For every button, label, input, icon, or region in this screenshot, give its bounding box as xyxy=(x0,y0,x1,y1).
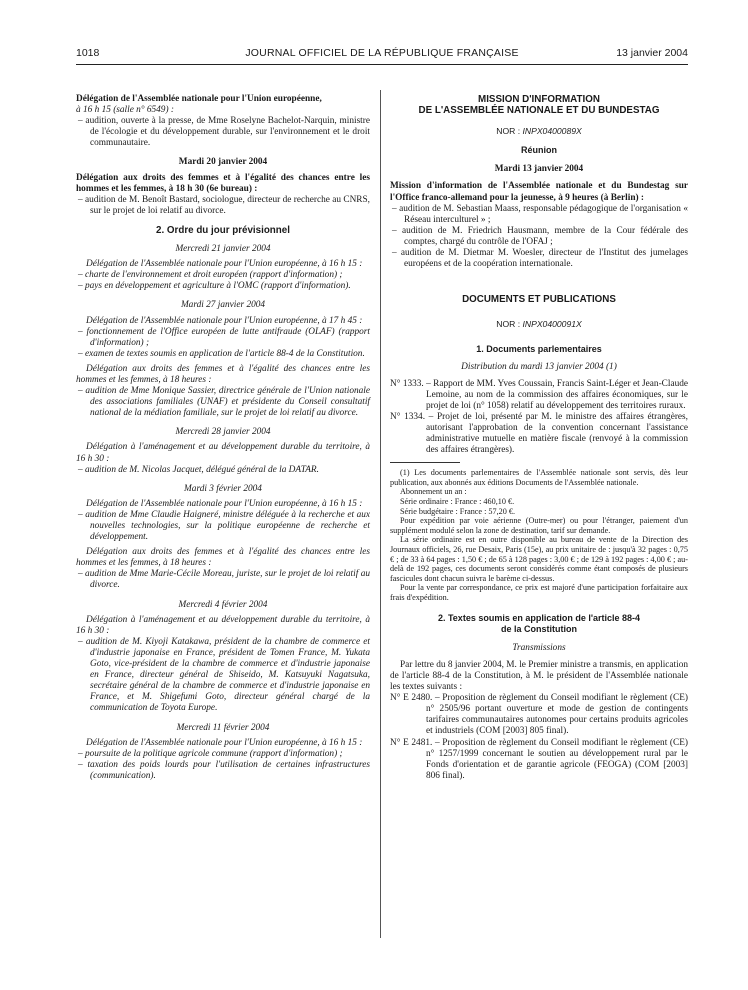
transmissions-intro: Par lettre du 8 janvier 2004, M. le Premier ministre a transmis, en application de l'article 88-4 de la Constitution, à M. le président de l'Assemblée nationale les textes suivants : xyxy=(390,659,688,693)
mission-intro: Mission d'information de l'Assemblée nationale et du Bundestag sur l'Office franco-allemand pour la jeunesse, à 9 heures (à Berlin) : xyxy=(390,181,688,203)
session-intro: Délégation de l'Assemblée nationale pour l'Union européenne, à 16 h 15 : xyxy=(86,259,363,270)
left-column xyxy=(76,94,370,782)
documents-section-heading: 1. Documents parlementaires xyxy=(476,344,602,355)
footnote-text: La série ordinaire est en outre disponible au bureau de vente de la Direction des Journaux officiels, 26, rue Desaix, Paris (15e), au prix unitaire de : jusqu'à 32 pages : 0,75 € ; de 33 à 64 pages : 1,50 € ; de 65 à 128 pages : 3,00 € ; de 129 à 192 pages : 4,00 € ; au-delà de 192 pages, ces documents seront considérés comme étant composés de plusieurs fascicules dont chacun suivra le barème ci-dessus. xyxy=(390,535,688,583)
day-heading: Mardi 20 janvier 2004 xyxy=(178,157,268,168)
day-heading: Mercredi 28 janvier 2004 xyxy=(175,427,271,438)
block1-time: à 16 h 15 (salle n° 6549) : xyxy=(76,105,174,116)
day-heading: Mercredi 21 janvier 2004 xyxy=(175,244,271,255)
agenda-item: – audition de M. Kiyoji Katakawa, président de la chambre de commerce et d'industrie japonaise en France, président de Tomen France, M. Yukata Goto, vice-président de la chambre de commerce et d'industrie japonaise en France, directeur général de Shiseido, M. Katsuyuki Nagatsuka, secrétaire général de la chambre de commerce et d'industrie japonaise en France, et M. Shigefumi Goto, directeur général chargé de la communication de Toyota Europe. xyxy=(78,636,370,714)
distribution-line: Distribution du mardi 13 janvier 2004 (1) xyxy=(461,361,617,372)
textes-section-heading: 2. Textes soumis en application de l'article 88-4 xyxy=(437,612,641,623)
header-rule xyxy=(76,64,688,65)
agenda-item: – audition de M. Friedrich Hausmann, membre de la Cour fédérale des comptes, chargé du contrôle de l'OFAJ ; xyxy=(392,225,688,247)
mission-title-line2: DE L'ASSEMBLÉE NATIONALE ET DU BUNDESTAG xyxy=(418,105,660,117)
document-entry: N° E 2481. – Proposition de règlement du Conseil modifiant le règlement (CE) n° 1257/1999 concernant le soutien au développement rural par le Fonds d'orientation et de garantie agricole (FEOGA) (COM [2003] 806 final). xyxy=(390,737,688,781)
document-entry: N° 1333. – Rapport de MM. Yves Coussain, Francis Saint-Léger et Jean-Claude Lemoine, au nom de la commission des affaires économiques, sur le projet de loi (n° 1058) relatif au développement des territoires ruraux. xyxy=(390,378,688,411)
documents-title: DOCUMENTS ET PUBLICATIONS xyxy=(462,294,616,306)
block2-title: Délégation aux droits des femmes et à l'égalité des chances entre les hommes et les femmes, à 18 h 30 (6e bureau) : xyxy=(76,172,370,194)
footnote: (1) Les documents parlementaires de l'Assemblée nationale sont servis, dès leur publication, aux abonnés aux éditions Documents de l'Assemblée nationale. xyxy=(390,468,688,487)
right-column xyxy=(390,94,688,782)
column-divider xyxy=(380,90,381,938)
agenda-item: – pays en développement et agriculture à l'OMC (rapport d'information). xyxy=(78,281,351,292)
agenda-item: – audition de Mme Marie-Cécile Moreau, juriste, sur le projet de loi relatif au divorce. xyxy=(78,569,370,591)
session-intro: Délégation de l'Assemblée nationale pour l'Union européenne, à 17 h 45 : xyxy=(86,315,363,326)
footnote-text: Pour la vente par correspondance, ce prix est majoré d'une participation forfaitaire aux frais d'expédition. xyxy=(390,583,688,602)
mission-title: MISSION D'INFORMATION xyxy=(478,94,600,105)
day-heading: Mardi 27 janvier 2004 xyxy=(180,300,266,311)
agenda-item: – audition de Mme Claudie Haigneré, ministre déléguée à la recherche et aux nouvelles technologies, sur la politique européenne de recherche et développement. xyxy=(78,509,370,543)
document-entry: N° 1334. – Projet de loi, présenté par M. le ministre des affaires étrangères, autorisant l'approbation de la convention concernant l'assistance administrative mutuelle en matière fiscale (renvoyé à la commission des affaires étrangères). xyxy=(390,411,688,456)
agenda-item: – taxation des poids lourds pour l'utilisation de certaines infrastructures (communication). xyxy=(78,759,370,781)
textes-section-heading-line2: de la Constitution xyxy=(501,623,577,634)
block1-item: – audition, ouverte à la presse, de Mme Roselyne Bachelot-Narquin, ministre de l'écologie et du développement durable, sur l'environnement et le droit communautaire. xyxy=(78,116,370,149)
agenda-item: – audition de M. Sebastian Maass, responsable pédagogique de l'organisation « Réseau interculturel » ; xyxy=(392,203,688,225)
journal-title: JOURNAL OFFICIEL DE LA RÉPUBLIQUE FRANÇAISE xyxy=(245,47,519,59)
agenda-item: – charte de l'environnement et droit européen (rapport d'information) ; xyxy=(78,270,343,281)
nor-reference: NOR : INPX0400091X xyxy=(496,319,582,330)
day-heading: Mercredi 11 février 2004 xyxy=(176,722,270,733)
day-heading: Mardi 13 janvier 2004 xyxy=(494,164,584,175)
session-intro: Délégation de l'Assemblée nationale pour l'Union européenne, à 16 h 15 : xyxy=(86,498,363,509)
page-number: 1018 xyxy=(76,47,100,59)
agenda-item: – audition de M. Nicolas Jacquet, délégué général de la DATAR. xyxy=(78,464,319,475)
agenda-item: – poursuite de la politique agricole commune (rapport d'information) ; xyxy=(78,748,343,759)
issue-date: 13 janvier 2004 xyxy=(616,47,688,59)
session-intro: Délégation de l'Assemblée nationale pour l'Union européenne, à 16 h 15 : xyxy=(86,737,363,748)
footnote-text: Abonnement un an : xyxy=(400,487,467,497)
page-header xyxy=(76,47,688,63)
block1-title: Délégation de l'Assemblée nationale pour l'Union européenne, xyxy=(76,94,322,104)
footnote-rule xyxy=(390,462,460,463)
day-heading: Mercredi 4 février 2004 xyxy=(178,599,268,610)
reunion-heading: Réunion xyxy=(521,145,557,156)
ordre-du-jour-heading: 2. Ordre du jour prévisionnel xyxy=(156,224,290,236)
agenda-item: – examen de textes soumis en application de l'article 88-4 de la Constitution. xyxy=(78,348,365,359)
transmissions-heading: Transmissions xyxy=(512,642,566,653)
agenda-item: – audition de Mme Monique Sassier, directrice générale de l'Union nationale des associations familiales (UNAF) et présidente du Conseil consultatif national de la médiation familiale, sur le projet de loi relatif au divorce. xyxy=(78,386,370,419)
session-intro: Délégation à l'aménagement et au développement durable du territoire, à 16 h 30 : xyxy=(76,442,370,464)
footnote-text: Pour expédition par voie aérienne (Outre-mer) ou pour l'étranger, paiement d'un supplément modulé selon la zone de destination, tarif sur demande. xyxy=(390,516,688,535)
session-intro: Délégation aux droits des femmes et à l'égalité des chances entre les hommes et les femmes, à 18 heures : xyxy=(76,547,370,569)
session-intro: Délégation aux droits des femmes et à l'égalité des chances entre les hommes et les femmes, à 18 heures : xyxy=(76,363,370,385)
block2-item: – audition de M. Benoît Bastard, sociologue, directeur de recherche au CNRS, sur le projet de loi relatif au divorce. xyxy=(78,194,370,216)
session-intro: Délégation à l'aménagement et au développement durable du territoire, à 16 h 30 : xyxy=(76,614,370,636)
footnote-price: Série ordinaire : France : 460,10 €. xyxy=(400,497,515,507)
nor-reference: NOR : INPX0400089X xyxy=(496,126,582,137)
day-heading: Mardi 3 février 2004 xyxy=(184,483,262,494)
document-entry: N° E 2480. – Proposition de règlement du Conseil modifiant le règlement (CE) n° 2505/96 portant ouverture et mode de gestion de contingents tarifaires communautaires autonomes pour certains produits agricoles et industriels (COM [2003] 805 final). xyxy=(390,693,688,737)
agenda-item: – audition de M. Dietmar M. Woesler, directeur de l'Institut des jumelages européens et de la coopération internationale. xyxy=(392,248,688,270)
agenda-item: – fonctionnement de l'Office européen de lutte antifraude (OLAF) (rapport d'information) ; xyxy=(78,326,370,348)
footnote-price: Série budgétaire : France : 57,20 €. xyxy=(400,506,516,516)
